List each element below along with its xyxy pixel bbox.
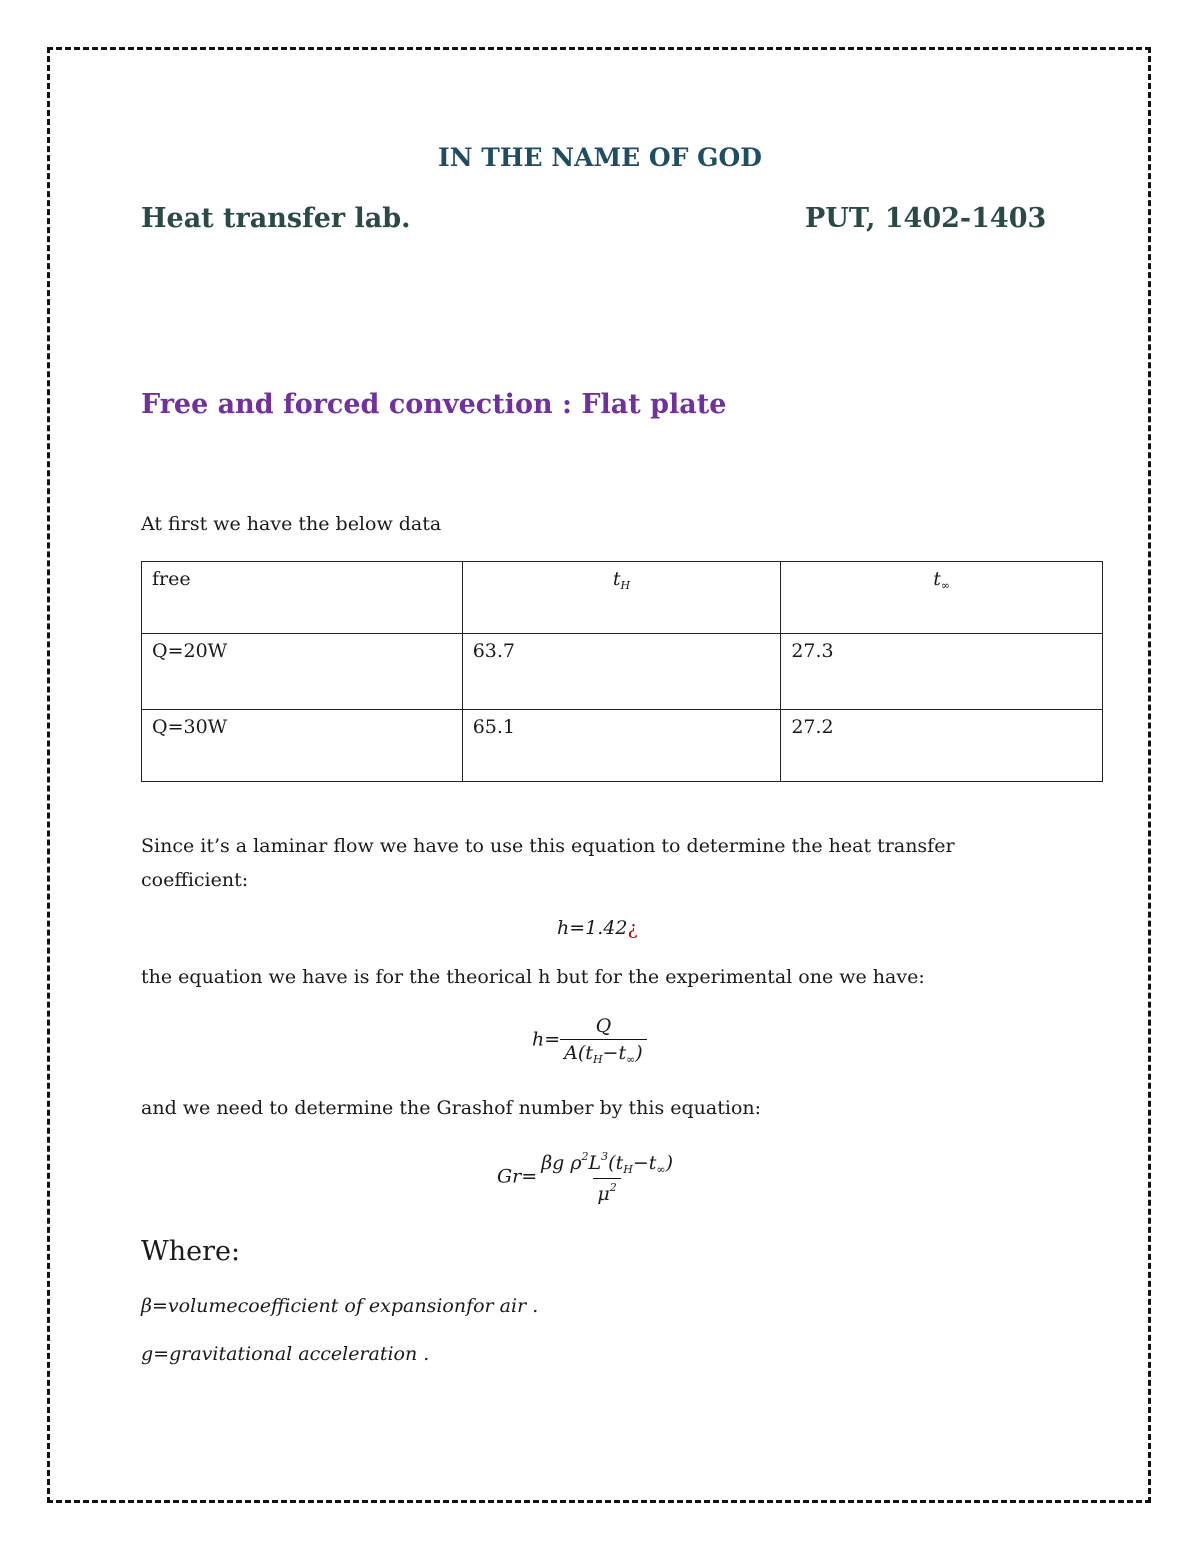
equation-experimental-numerator: Q [595,1015,612,1037]
table-cell-tH: 65.1 [462,710,781,782]
data-table [141,561,1103,782]
where-label: Where: [141,1236,241,1267]
equation-grashof-fraction [537,1150,677,1205]
grashof-text: and we need to determine the Grashof number by this equation: [141,1097,762,1119]
num-sub: ∞ [656,1163,666,1176]
intro-text: At first we have the below data [141,513,442,535]
num-sup: 2 [581,1150,589,1163]
table-row [142,710,1103,782]
equation-experimental-lhs: h= [532,1028,561,1051]
num-part: ) [665,1152,673,1174]
table-header-tH [462,562,781,634]
table-row [142,634,1103,710]
den-part: −t [602,1042,627,1064]
lab-name: Heat transfer lab. [141,203,411,234]
table-cell-label: Q=20W [142,634,463,710]
lab-term: PUT, 1402-1403 [805,203,1047,234]
tH-symbol: t [612,568,621,590]
equation-theoretical-glyph: ¿ [627,917,638,939]
num-part: (t [608,1152,624,1174]
definition-beta: β=volumecoefficient of expansionfor air . [141,1295,539,1317]
equation-experimental [532,1015,647,1066]
table-header-tinf [781,562,1103,634]
den-part: ) [635,1042,643,1064]
equation-theoretical [557,917,638,939]
experimental-text: the equation we have is for the theorical h but for the experimental one we have: [141,966,925,988]
table-cell-tinf: 27.3 [781,634,1103,710]
table-cell-tinf: 27.2 [781,710,1103,782]
equation-experimental-fraction [560,1015,647,1066]
equation-grashof-numerator [537,1150,677,1178]
tinf-subscript: ∞ [940,579,951,592]
laminar-text-line2: coefficient: [141,869,249,891]
equation-experimental-denominator [560,1039,647,1066]
table-header-row [142,562,1103,634]
equation-grashof [497,1150,677,1205]
table-header-label: free [142,562,463,634]
tH-subscript: H [620,579,631,592]
num-part: −t [632,1152,657,1174]
den-sub: ∞ [626,1053,636,1066]
document-title: IN THE NAME OF GOD [438,143,762,172]
table-cell-label: Q=30W [142,710,463,782]
equation-grashof-lhs: Gr= [497,1165,538,1188]
section-title: Free and forced convection : Flat plate [141,389,727,420]
den-part: μ [597,1183,610,1205]
num-sup: 3 [601,1150,609,1163]
equation-grashof-denominator [593,1178,620,1205]
den-part: A(t [564,1042,593,1064]
den-sup: 2 [609,1181,617,1194]
table-cell-tH: 63.7 [462,634,781,710]
num-part: βg ρ [541,1152,582,1174]
num-part: L [588,1152,602,1174]
num-sub: H [623,1163,633,1176]
laminar-text-line1: Since it’s a laminar flow we have to use this equation to determine the heat transfer [141,835,955,857]
den-sub: H [592,1053,603,1066]
definition-g: g=gravitational acceleration . [141,1343,430,1365]
tinf-symbol: t [933,568,941,590]
equation-theoretical-lhs: h=1.42 [557,917,628,939]
